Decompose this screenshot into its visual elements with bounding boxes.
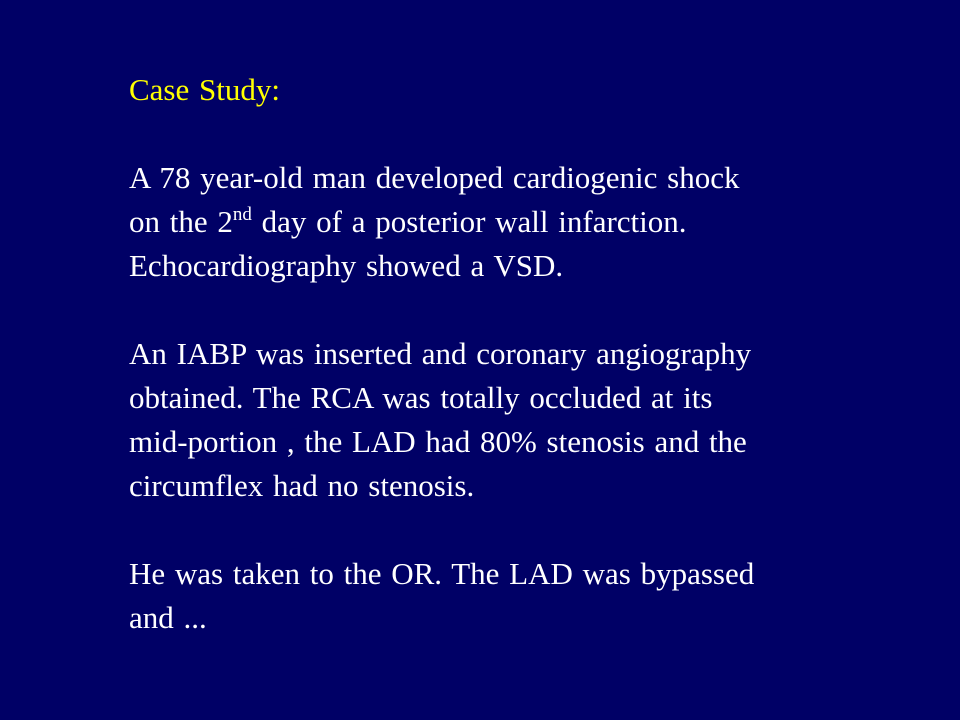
text-line: A 78 year-old man developed cardiogenic shock	[129, 160, 740, 195]
case-paragraph-presentation	[129, 156, 889, 288]
text-fragment: day of a posterior wall infarction.	[251, 204, 687, 239]
slide-title: Case Study:	[129, 72, 280, 107]
text-line: Echocardiography showed a VSD.	[129, 248, 564, 283]
text-line: circumflex had no stenosis.	[129, 468, 475, 503]
ordinal-suffix: nd	[232, 204, 252, 225]
text-line: and ...	[129, 600, 207, 635]
case-paragraph-surgery	[129, 552, 889, 640]
text-fragment: on the 2	[129, 204, 233, 239]
text-line: He was taken to the OR. The LAD was bypassed	[129, 556, 755, 591]
spacer	[129, 288, 889, 332]
text-line: obtained. The RCA was totally occluded at its	[129, 380, 713, 415]
slide-content	[129, 68, 889, 640]
case-paragraph-angiography	[129, 332, 889, 508]
text-line	[129, 200, 889, 244]
spacer	[129, 508, 889, 552]
text-line: An IABP was inserted and coronary angiography	[129, 336, 752, 371]
text-line: mid-portion , the LAD had 80% stenosis and the	[129, 424, 747, 459]
spacer	[129, 112, 889, 156]
